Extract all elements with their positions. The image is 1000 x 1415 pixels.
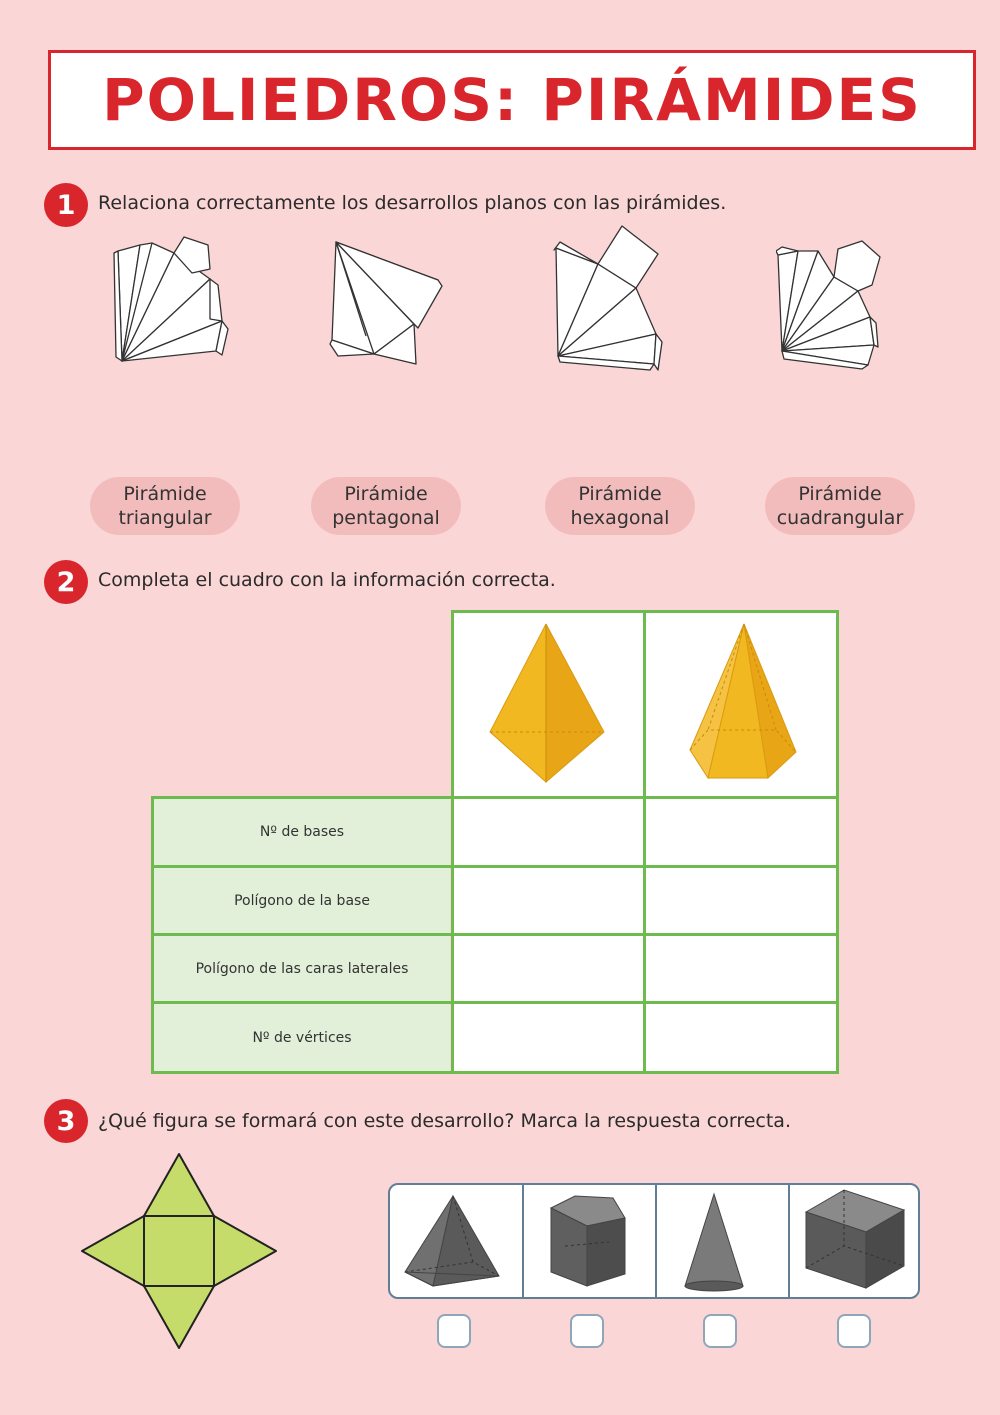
option-label-line2: cuadrangular xyxy=(776,507,904,529)
option-label-line1: Pirámide xyxy=(578,483,662,505)
answer-cell-bases-col1[interactable] xyxy=(454,798,644,866)
grid-line xyxy=(643,610,646,1074)
option-label-line2: triangular xyxy=(118,507,212,529)
square-pyramid-icon xyxy=(403,1192,505,1290)
square-pyramid-net-icon xyxy=(80,1152,278,1350)
square-pyramid-icon xyxy=(488,622,606,784)
section-3-number: 3 xyxy=(44,1099,88,1143)
answer-cell-vertices-col2[interactable] xyxy=(646,1004,836,1072)
cube-icon xyxy=(804,1188,906,1290)
row-label-bases: Nº de bases xyxy=(154,798,450,866)
option-triangular-pyramid[interactable] xyxy=(90,477,240,535)
answer-cell-lateral-faces-col2[interactable] xyxy=(646,936,836,1002)
choice-divider xyxy=(655,1185,657,1297)
row-label-base-polygon: Polígono de la base xyxy=(154,868,450,934)
grid-line xyxy=(151,1071,839,1074)
answer-cell-base-polygon-col1[interactable] xyxy=(454,868,644,934)
pentagonal-pyramid-net-icon xyxy=(112,233,234,373)
grid-line xyxy=(151,1001,839,1004)
choice-divider xyxy=(522,1185,524,1297)
quadrangular-pyramid-net-icon xyxy=(550,224,666,376)
answer-cell-lateral-faces-col1[interactable] xyxy=(454,936,644,1002)
section-3-instruction: ¿Qué figura se formará con este desarrollo? Marca la respuesta correcta. xyxy=(98,1110,791,1132)
section-1-instruction: Relaciona correctamente los desarrollos planos con las pirámides. xyxy=(98,192,727,214)
option-label-line2: pentagonal xyxy=(332,507,440,529)
option-label-line1: Pirámide xyxy=(123,483,207,505)
option-hexagonal-pyramid[interactable] xyxy=(545,477,695,535)
cone-icon xyxy=(683,1190,745,1294)
grid-line xyxy=(451,610,839,613)
answer-cell-vertices-col1[interactable] xyxy=(454,1004,644,1072)
option-label-line1: Pirámide xyxy=(798,483,882,505)
choice-checkbox-cone[interactable] xyxy=(703,1314,737,1348)
row-label-lateral-faces: Polígono de las caras laterales xyxy=(154,936,450,1002)
answer-cell-bases-col2[interactable] xyxy=(646,798,836,866)
pentagonal-prism-icon xyxy=(547,1192,631,1290)
option-label-line2: hexagonal xyxy=(570,507,670,529)
answer-cell-base-polygon-col2[interactable] xyxy=(646,868,836,934)
section-2-number: 2 xyxy=(44,560,88,604)
option-quadrangular-pyramid[interactable] xyxy=(765,477,915,535)
section-1-number: 1 xyxy=(44,183,88,227)
hexagonal-pyramid-icon xyxy=(688,622,800,784)
choice-checkbox-pentagonal-prism[interactable] xyxy=(570,1314,604,1348)
title-box xyxy=(48,50,976,150)
triangular-pyramid-net-icon xyxy=(326,236,444,370)
choice-divider xyxy=(788,1185,790,1297)
grid-line xyxy=(151,865,839,868)
option-pentagonal-pyramid[interactable] xyxy=(311,477,461,535)
page-title: POLIEDROS: PIRÁMIDES xyxy=(102,66,922,134)
grid-line xyxy=(151,796,839,799)
section-2-instruction: Completa el cuadro con la información correcta. xyxy=(98,569,556,591)
option-label-line1: Pirámide xyxy=(344,483,428,505)
hexagonal-pyramid-net-icon xyxy=(776,237,886,371)
choice-checkbox-square-pyramid[interactable] xyxy=(437,1314,471,1348)
choice-checkbox-cube[interactable] xyxy=(837,1314,871,1348)
grid-line xyxy=(151,933,839,936)
grid-line xyxy=(451,610,454,1074)
row-label-vertices: Nº de vértices xyxy=(154,1004,450,1072)
grid-line xyxy=(836,610,839,1074)
